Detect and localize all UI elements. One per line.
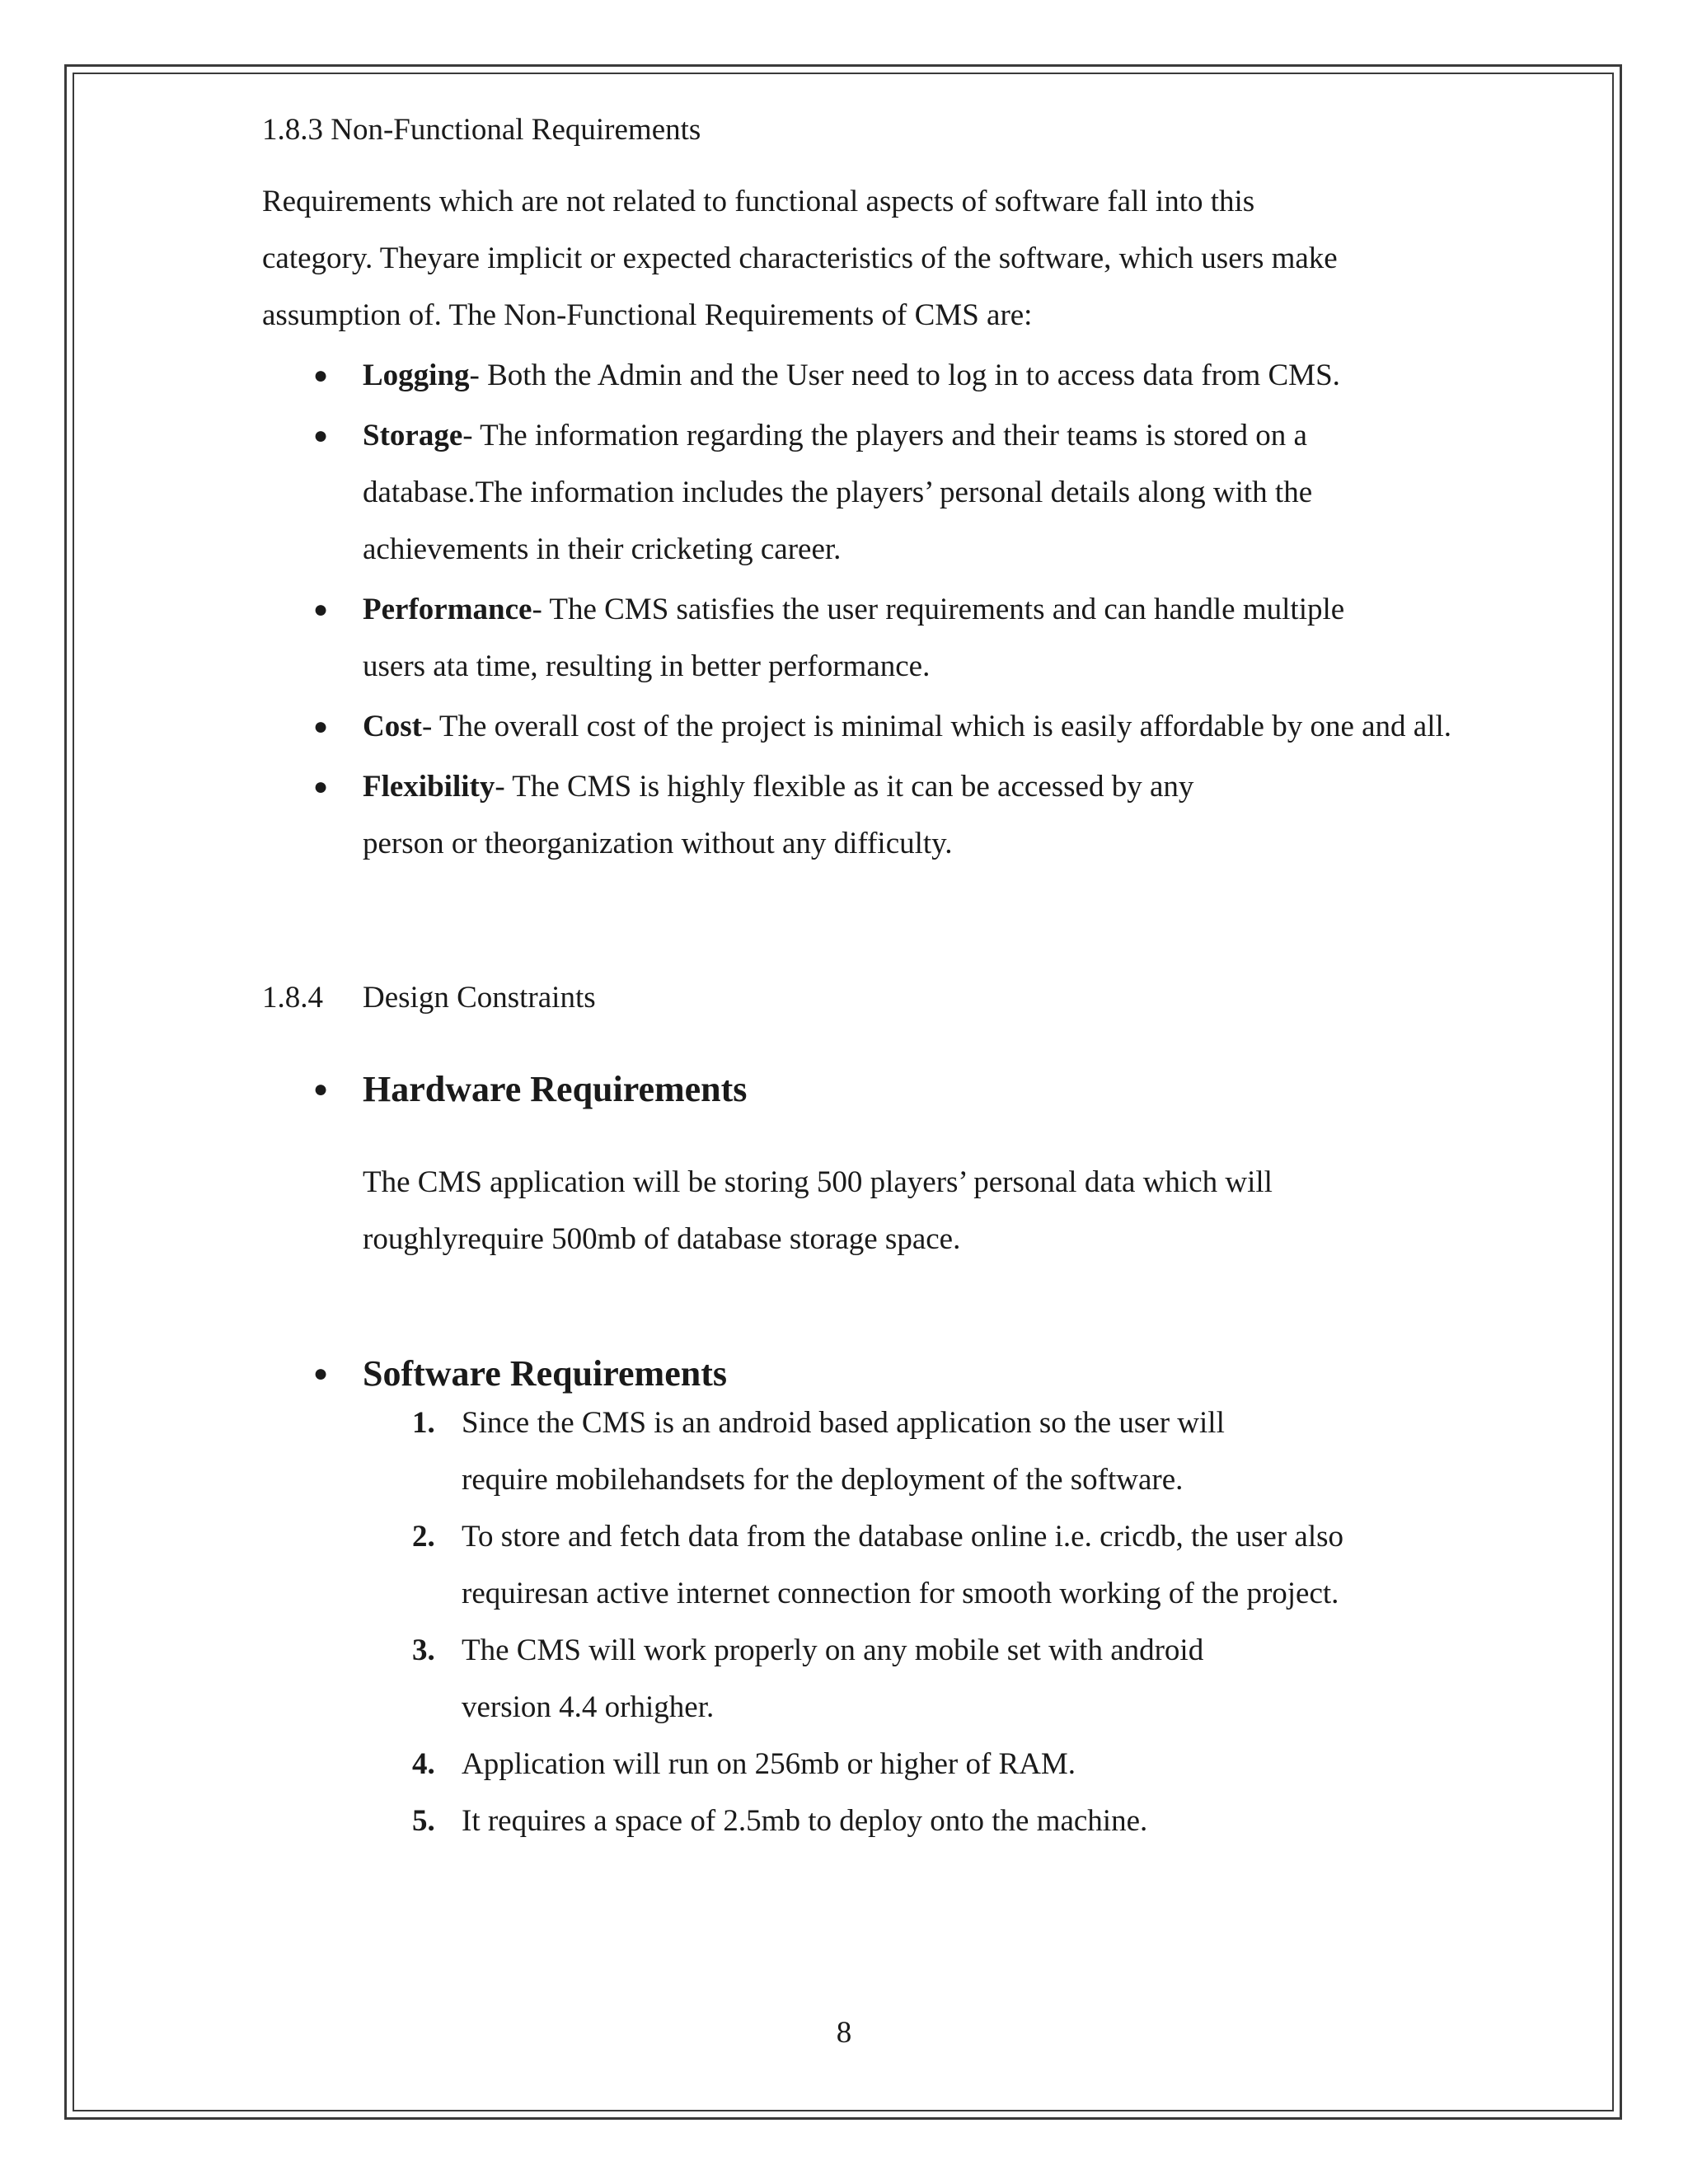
list-item-line xyxy=(363,581,1548,638)
description-text: The CMS application will be storing 500 players’ personal data which will xyxy=(363,1165,1273,1199)
description-text: person or theorganization without any difficulty. xyxy=(363,827,953,860)
list-item-storage xyxy=(262,407,1548,578)
bullet-icon: ● xyxy=(313,773,329,800)
software-requirements-section xyxy=(262,1353,1548,1849)
intro-line: category. Theyare implicit or expected characteristics of the software, which users make xyxy=(262,241,1338,275)
non-functional-requirements-list xyxy=(262,347,1548,872)
description-text: - Both the Admin and the User need to log in to access data from CMS. xyxy=(469,359,1340,392)
hardware-requirements-text xyxy=(363,1154,1548,1268)
list-item-line xyxy=(363,758,1548,815)
list-item-flexibility xyxy=(262,758,1548,872)
term-storage: Storage xyxy=(363,419,463,452)
description-text: achievements in their cricketing career. xyxy=(363,532,842,566)
description-text: - The CMS satisfies the user requirements and can handle multiple xyxy=(532,593,1345,626)
term-logging: Logging xyxy=(363,359,470,392)
description-text: - The overall cost of the project is minimal which is easily affordable by one and all. xyxy=(421,710,1452,743)
section-number: 1.8.4 xyxy=(262,981,323,1015)
list-number: 5. xyxy=(412,1804,435,1838)
intro-line: Requirements which are not related to functional aspects of software fall into this xyxy=(262,185,1255,218)
description-text: requiresan active internet connection for smooth working of the project. xyxy=(462,1577,1339,1610)
list-item xyxy=(412,1622,1548,1736)
page-content xyxy=(262,105,1548,1849)
bullet-icon: ● xyxy=(313,1076,329,1103)
list-item-cost xyxy=(262,698,1548,755)
bullet-icon: ● xyxy=(313,362,329,389)
bullet-icon: ● xyxy=(313,1360,329,1387)
description-text: version 4.4 orhigher. xyxy=(462,1690,715,1724)
hardware-requirements-title: Hardware Requirements xyxy=(363,1069,748,1109)
section-heading-1-8-3: 1.8.3 Non-Functional Requirements xyxy=(262,113,701,147)
description-text: Application will run on 256mb or higher of RAM. xyxy=(462,1747,1076,1781)
list-item-performance xyxy=(262,581,1548,695)
description-text: database.The information includes the players’ personal details along with the xyxy=(363,476,1313,509)
description-text: users ata time, resulting in better performance. xyxy=(363,649,931,683)
bullet-icon: ● xyxy=(313,596,329,623)
list-item-line xyxy=(363,347,1548,404)
software-requirements-title: Software Requirements xyxy=(363,1353,727,1394)
description-text: - The CMS is highly flexible as it can be accessed by any xyxy=(495,770,1194,804)
list-number: 4. xyxy=(412,1747,435,1781)
list-item-line xyxy=(363,698,1548,755)
page-number: 8 xyxy=(836,2016,852,2050)
term-performance: Performance xyxy=(363,593,532,626)
description-text: - The information regarding the players and their teams is stored on a xyxy=(462,419,1307,452)
list-item xyxy=(412,1736,1548,1793)
list-item xyxy=(412,1793,1548,1849)
list-item xyxy=(412,1508,1548,1622)
description-text: The CMS will work properly on any mobile set with android xyxy=(462,1633,1204,1667)
description-text: require mobilehandsets for the deployment of the software. xyxy=(462,1463,1184,1497)
list-item-line xyxy=(363,407,1548,464)
list-number: 3. xyxy=(412,1633,435,1667)
intro-line: assumption of. The Non-Functional Requirements of CMS are: xyxy=(262,298,1033,332)
section-intro xyxy=(262,173,1548,344)
section-title: Design Constraints xyxy=(363,981,596,1015)
term-cost: Cost xyxy=(363,710,422,743)
hardware-requirements-section xyxy=(262,1061,1548,1268)
software-requirements-list xyxy=(363,1394,1548,1849)
description-text: To store and fetch data from the database online i.e. cricdb, the user also xyxy=(462,1520,1344,1554)
list-number: 1. xyxy=(412,1406,435,1440)
list-item xyxy=(412,1394,1548,1508)
list-number: 2. xyxy=(412,1520,435,1554)
term-flexibility: Flexibility xyxy=(363,770,495,804)
description-text: It requires a space of 2.5mb to deploy onto the machine. xyxy=(462,1804,1148,1838)
bullet-icon: ● xyxy=(313,713,329,740)
description-text: Since the CMS is an android based application so the user will xyxy=(462,1406,1225,1440)
section-heading-1-8-4 xyxy=(262,969,1548,1026)
list-item-logging xyxy=(262,347,1548,404)
bullet-icon: ● xyxy=(313,422,329,449)
description-text: roughlyrequire 500mb of database storage space. xyxy=(363,1222,961,1256)
